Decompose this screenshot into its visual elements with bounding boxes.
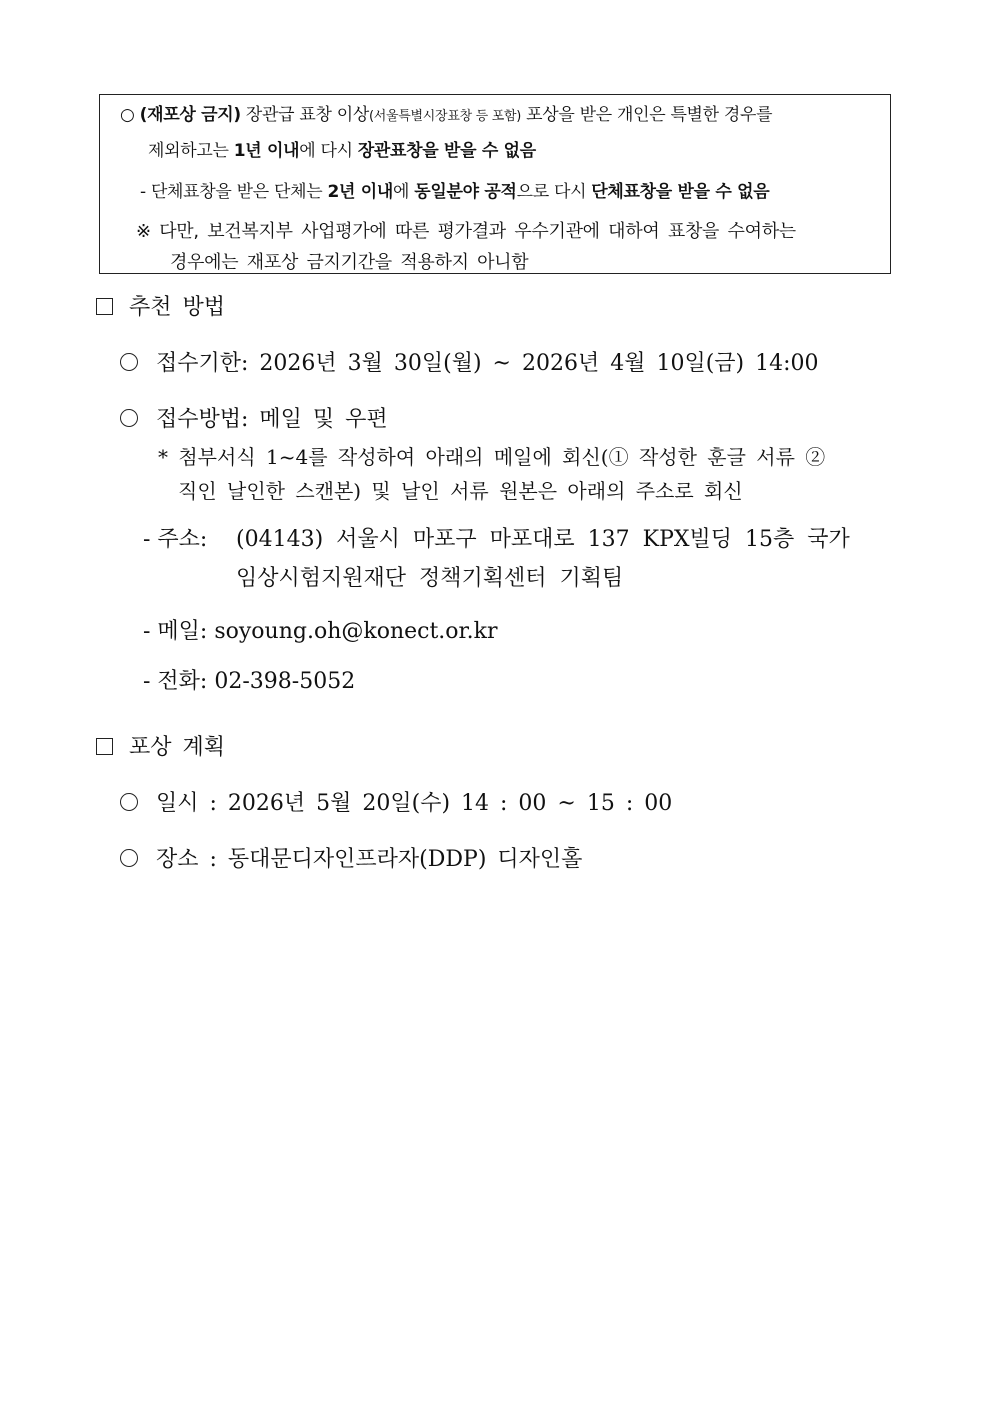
notice-bold-text: 동일분야 공적 — [414, 182, 517, 202]
notice-text: 으로 다시 — [516, 182, 592, 202]
notice-text: 제외하고는 — [148, 141, 234, 161]
bullet-circle-icon — [120, 353, 138, 371]
notice-text: 에 — [393, 182, 415, 202]
section-title: 추천 방법 — [129, 295, 226, 320]
section-recommendation-method — [96, 290, 225, 321]
notice-text: 장관급 표창 이상 — [240, 105, 369, 125]
deadline-text: 접수기한: 2026년 3월 30일(월) ~ 2026년 4월 10일(금) 14:00 — [156, 351, 819, 376]
notice-line-1 — [120, 100, 772, 125]
notice-box — [99, 94, 891, 274]
email-address: soyoung.oh@konect.or.kr — [214, 619, 498, 644]
venue-item — [120, 842, 582, 873]
deadline-item — [120, 346, 819, 377]
method-item — [120, 402, 388, 433]
datetime-text: 일시 : 2026년 5월 20일(수) 14 : 00 ~ 15 : 00 — [156, 791, 673, 816]
notice-small-text: (서울특별시장표창 등 포함) — [369, 109, 522, 124]
attachment-note-line-1: * 첨부서식 1~4를 작성하여 아래의 메일에 회신(① 작성한 훈글 서류 ② — [158, 445, 826, 469]
address-line-1: (04143) 서울시 마포구 마포대로 137 KPX빌딩 15층 국가 — [236, 527, 850, 552]
section-title: 포상 계획 — [129, 735, 226, 760]
notice-text: - 단체표창을 받은 단체는 — [140, 182, 328, 202]
venue-text: 장소 : 동대문디자인프라자(DDP) 디자인홀 — [156, 847, 583, 872]
method-text: 접수방법: 메일 및 우편 — [156, 407, 388, 432]
checkbox-square-icon — [96, 738, 113, 755]
section-award-plan — [96, 730, 225, 761]
bullet-circle-icon — [120, 849, 138, 867]
email-label: - 메일: — [143, 619, 208, 644]
phone-item — [143, 664, 355, 695]
bullet-circle-icon — [120, 409, 138, 427]
notice-bold-text: 1년 이내 — [233, 141, 300, 161]
notice-text: 에 다시 — [299, 141, 358, 161]
address-item — [143, 522, 207, 553]
notice-bold-text: 장관표창을 받을 수 없음 — [357, 141, 536, 161]
notice-line-4: ※ 다만, 보건복지부 사업평가에 따른 평가결과 우수기관에 대하여 표창을 수여하는 — [136, 221, 796, 242]
phone-label: - 전화: — [143, 669, 208, 694]
datetime-item — [120, 786, 672, 817]
checkbox-square-icon — [96, 298, 113, 315]
reaward-ban-label: (재포상 금지) — [139, 105, 241, 125]
phone-number: 02-398-5052 — [214, 669, 356, 694]
bullet-circle: ○ — [120, 105, 135, 125]
notice-text: 포상을 받은 개인은 특별한 경우를 — [521, 105, 773, 125]
attachment-note-line-2: 직인 날인한 스캔본) 및 날인 서류 원본은 아래의 주소로 회신 — [178, 479, 743, 503]
address-line-2: 임상시험지원재단 정책기획센터 기획팀 — [236, 566, 624, 591]
bullet-circle-icon — [120, 793, 138, 811]
address-label: - 주소: — [143, 527, 208, 552]
notice-bold-text: 2년 이내 — [327, 182, 393, 202]
notice-line-5: 경우에는 재포상 금지기간을 적용하지 아니함 — [170, 252, 529, 273]
notice-bold-text: 단체표창을 받을 수 없음 — [591, 182, 770, 202]
email-item — [143, 614, 498, 645]
notice-line-2 — [148, 136, 536, 161]
notice-line-3 — [140, 177, 769, 202]
